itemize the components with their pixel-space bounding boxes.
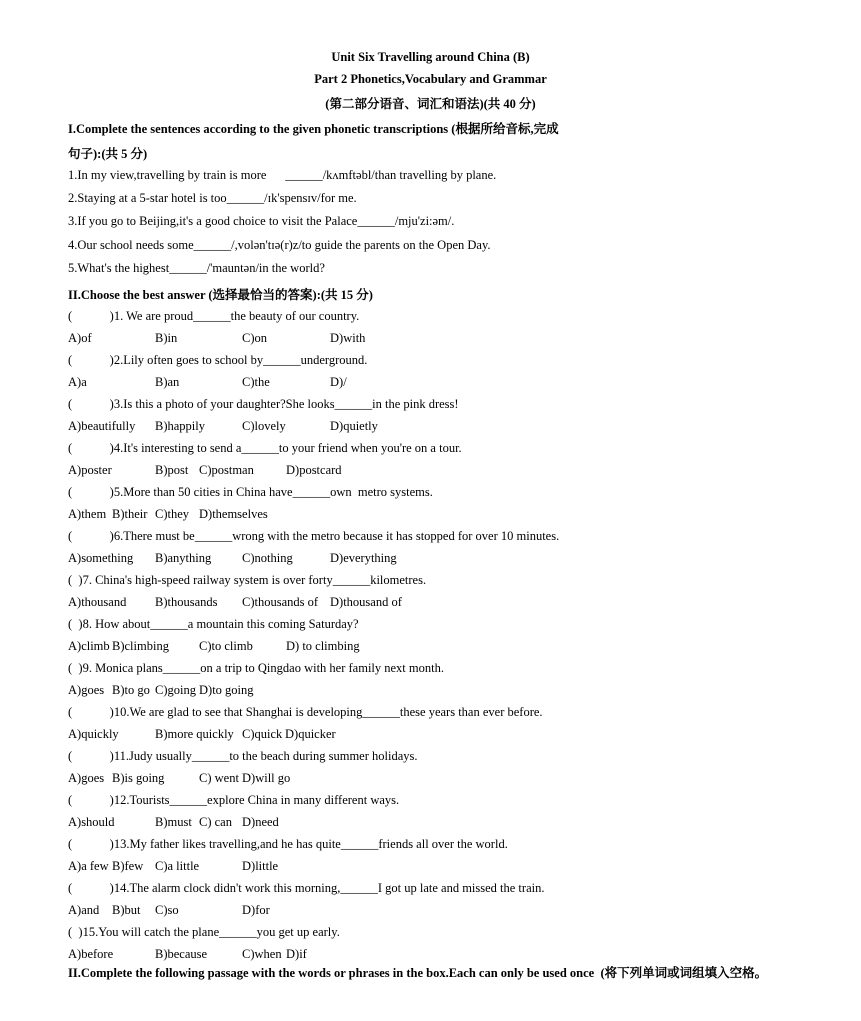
phonetic-item: 2.Staying at a 5-star hotel is too______/ɪk'spensɪv/for me. — [68, 191, 357, 205]
part-title: Part 2 Phonetics,Vocabulary and Grammar — [314, 72, 547, 86]
part-subtitle-cn: (第二部分语音、词汇和语法)(共 40 分) — [325, 97, 536, 111]
question-text: ( )7. China's high-speed railway system is over forty______kilometres. — [68, 573, 427, 587]
answer-option: D)quicker — [285, 727, 336, 741]
answer-option: B)must — [155, 815, 192, 829]
answer-option: C)going — [155, 683, 196, 697]
answer-option: B)is going — [112, 771, 165, 785]
answer-option: D)will go — [242, 771, 291, 785]
answer-option: D)quietly — [330, 419, 378, 433]
answer-option: B)anything — [155, 551, 212, 565]
answer-option: C)on — [242, 331, 267, 345]
section3-heading: II.Complete the following passage with the words or phrases in the box.Each can only be used once (将下列单词或词组填入空格。 — [68, 966, 768, 980]
answer-option: A)beautifully — [68, 419, 136, 433]
question-text: ( )13.My father likes travelling,and he has quite______friends all over the world. — [68, 837, 508, 851]
question-text: ( )2.Lily often goes to school by______underground. — [68, 353, 368, 367]
answer-option: C)they — [155, 507, 190, 521]
answer-option: D)/ — [330, 375, 347, 389]
unit-title: Unit Six Travelling around China (B) — [331, 50, 530, 64]
answer-option: B)but — [112, 903, 141, 917]
answer-option: A)of — [68, 331, 92, 345]
answer-option: C)to climb — [199, 639, 253, 653]
answer-option: C)the — [242, 375, 270, 389]
question-text: ( )14.The alarm clock didn't work this morning,______I got up late and missed the train. — [68, 881, 545, 895]
question-text: ( )11.Judy usually______to the beach during summer holidays. — [68, 749, 418, 763]
answer-option: C)a little — [155, 859, 200, 873]
answer-option: B)more quickly — [155, 727, 234, 741]
answer-option: C)lovely — [242, 419, 286, 433]
answer-option: A)a few — [68, 859, 109, 873]
answer-option: D)postcard — [286, 463, 342, 477]
answer-option: A)climb — [68, 639, 110, 653]
answer-option: C)postman — [199, 463, 254, 477]
answer-option: A)goes — [68, 683, 105, 697]
answer-option: A)thousand — [68, 595, 127, 609]
question-text: ( )15.You will catch the plane______you get up early. — [68, 925, 340, 939]
answer-option: D)thousand of — [330, 595, 402, 609]
answer-option: B)in — [155, 331, 178, 345]
phonetic-item: 3.If you go to Beijing,it's a good choice to visit the Palace______/mju'zi:əm/. — [68, 214, 455, 228]
answer-option: C)so — [155, 903, 179, 917]
answer-option: D)to going — [199, 683, 254, 697]
question-text: ( )5.More than 50 cities in China have______own metro systems. — [68, 485, 433, 499]
answer-option: D)if — [286, 947, 307, 961]
answer-option: B)because — [155, 947, 208, 961]
answer-option: A)poster — [68, 463, 112, 477]
answer-option: A)goes — [68, 771, 105, 785]
question-text: ( )9. Monica plans______on a trip to Qingdao with her family next month. — [68, 661, 444, 675]
question-text: ( )12.Tourists______explore China in many different ways. — [68, 793, 400, 807]
question-text: ( )4.It's interesting to send a______to your friend when you're on a tour. — [68, 441, 462, 455]
answer-option: D)themselves — [199, 507, 268, 521]
answer-option: B)post — [155, 463, 189, 477]
section2-heading: II.Choose the best answer (选择最恰当的答案):(共 15 分) — [68, 288, 373, 302]
answer-option: A)them — [68, 507, 107, 521]
answer-option: D)little — [242, 859, 279, 873]
question-text: ( )3.Is this a photo of your daughter?She looks______in the pink dress! — [68, 397, 459, 411]
answer-option: C)nothing — [242, 551, 293, 565]
question-text: ( )10.We are glad to see that Shanghai is developing______these years than ever before. — [68, 705, 543, 719]
phonetic-item: 4.Our school needs some______/,volən'tɪə(r)z/to guide the parents on the Open Day. — [68, 238, 491, 252]
answer-option: C)thousands of — [242, 595, 319, 609]
answer-option: C)quick — [242, 727, 283, 741]
answer-option: D)for — [242, 903, 270, 917]
phonetic-item: 5.What's the highest______/'mauntən/in the world? — [68, 261, 325, 275]
answer-option: A)a — [68, 375, 87, 389]
question-text: ( )1. We are proud______the beauty of our country. — [68, 309, 360, 323]
answer-option: D)with — [330, 331, 366, 345]
answer-option: A)quickly — [68, 727, 119, 741]
answer-option: C)when — [242, 947, 282, 961]
answer-option: D)need — [242, 815, 279, 829]
answer-option: A)before — [68, 947, 114, 961]
section1-heading-cont: 句子):(共 5 分) — [68, 147, 148, 161]
answer-option: B)an — [155, 375, 180, 389]
answer-option: B)climbing — [112, 639, 169, 653]
answer-option: A)should — [68, 815, 115, 829]
answer-option: D) to climbing — [286, 639, 360, 653]
answer-option: C) went — [199, 771, 239, 785]
answer-option: C) can — [199, 815, 232, 829]
question-text: ( )8. How about______a mountain this coming Saturday? — [68, 617, 359, 631]
section1-heading: I.Complete the sentences according to the given phonetic transcriptions (根据所给音标,完成 — [68, 122, 559, 136]
answer-option: A)and — [68, 903, 100, 917]
answer-option: B)to go — [112, 683, 150, 697]
answer-option: B)few — [112, 859, 144, 873]
answer-option: B)their — [112, 507, 148, 521]
answer-option: B)happily — [155, 419, 205, 433]
answer-option: B)thousands — [155, 595, 218, 609]
question-text: ( )6.There must be______wrong with the metro because it has stopped for over 10 minutes. — [68, 529, 560, 543]
answer-option: D)everything — [330, 551, 397, 565]
answer-option: A)something — [68, 551, 134, 565]
phonetic-item: 1.In my view,travelling by train is more ______/kʌmftəbl/than travelling by plane. — [68, 168, 497, 182]
